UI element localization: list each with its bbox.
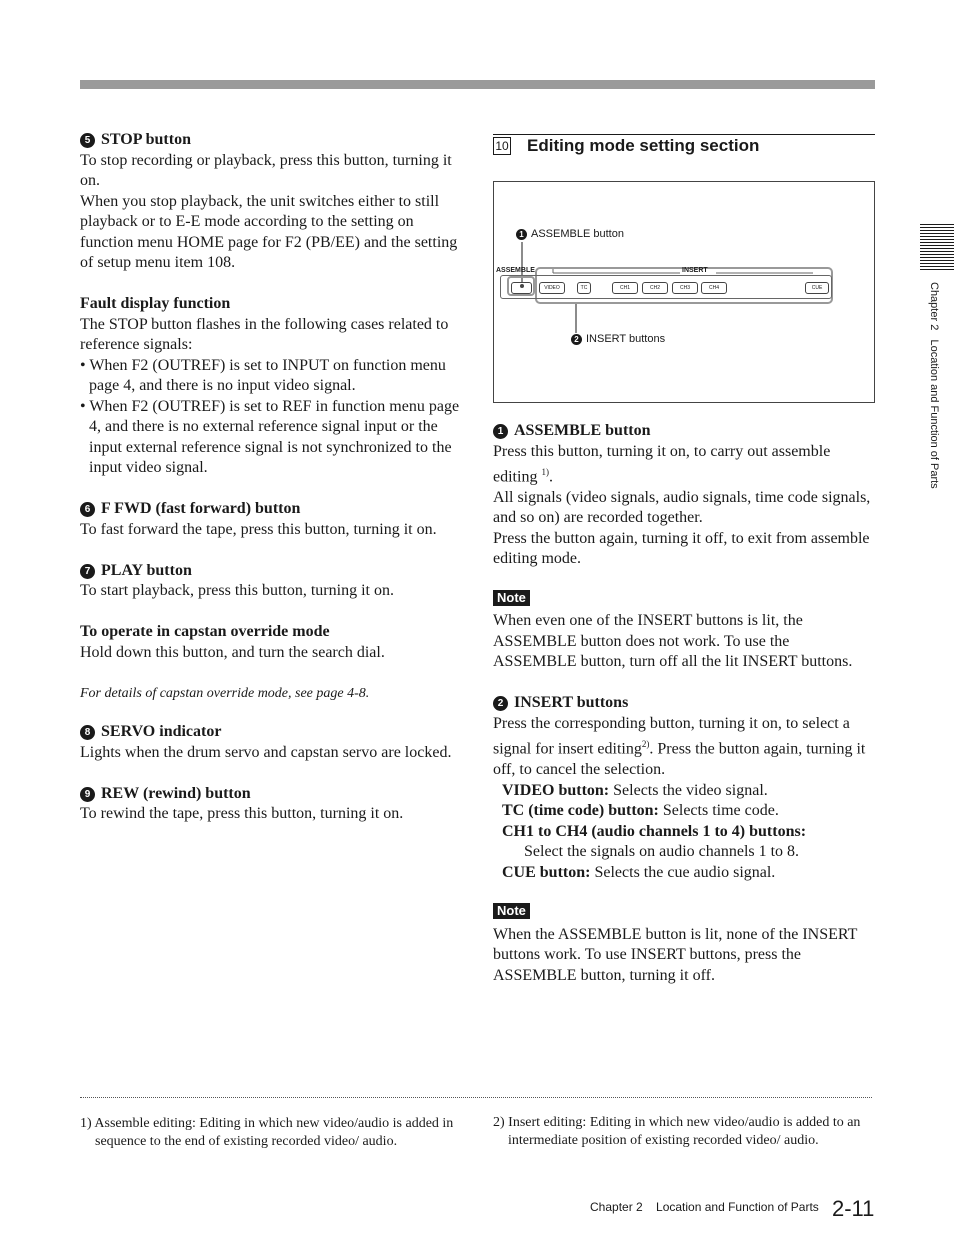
play-heading: 7 PLAY button xyxy=(80,561,465,582)
cue-item: CUE button: Selects the cue audio signal. xyxy=(502,863,776,881)
number-badge: 1 xyxy=(493,424,508,439)
fault-text: The STOP button flashes in the following cases related to reference signals: xyxy=(80,315,449,353)
ch2-button[interactable]: CH2 xyxy=(642,282,668,294)
assemble-callout: 1 ASSEMBLE button xyxy=(516,228,624,240)
assemble-button[interactable] xyxy=(511,282,532,294)
number-badge: 2 xyxy=(493,696,508,711)
rew-text: To rewind the tape, press this button, turning it on. xyxy=(80,805,404,822)
footnote-1: 1) Assemble editing: Editing in which new video/audio is added in sequence to the end of existing recorded video/ audio. xyxy=(80,1116,454,1149)
section-number: 10 xyxy=(493,137,511,155)
right-column xyxy=(493,421,873,986)
panel-assemble-label: ASSEMBLE xyxy=(496,267,535,274)
note-text-1: When even one of the INSERT buttons is lit, the ASSEMBLE button does not work. To use the ASSEMBLE button, turn off all the lit INSERT buttons. xyxy=(493,612,853,671)
fault-heading: Fault display function xyxy=(80,295,231,312)
number-badge: 7 xyxy=(80,564,95,579)
control-panel-figure xyxy=(493,181,875,403)
assemble-text-1: Press this button, turning it on, to carry out assemble editing $^{1)}$. xyxy=(493,442,831,486)
footnote-2: 2) Insert editing: Editing in which new video/audio is added to an intermediate position of existing recorded video/ audio. xyxy=(493,1115,861,1148)
capstan-reference: For details of capstan override mode, see page 4-8. xyxy=(80,685,370,701)
number-badge: 6 xyxy=(80,502,95,517)
fault-bullet-2: • When F2 (OUTREF) is set to REF in function menu page 4, and there is no external reference signal input or the input external reference signal is not synchronized to the input video signal. xyxy=(80,397,460,476)
assemble-text-3: Press the button again, turning it off, to exit from assemble editing mode. xyxy=(493,529,870,568)
servo-heading: 8 SERVO indicator xyxy=(80,722,465,743)
fault-bullet-1: • When F2 (OUTREF) is set to INPUT on function menu page 4, and there is no input video signal. xyxy=(80,356,446,394)
ch-item: CH1 to CH4 (audio channels 1 to 4) buttons: xyxy=(502,822,807,840)
note-text-2: When the ASSEMBLE button is lit, none of the INSERT buttons work. To use INSERT buttons, press the ASSEMBLE button, turning it off. xyxy=(493,925,858,984)
ch4-button[interactable]: CH4 xyxy=(701,282,727,294)
assemble-heading: 1 ASSEMBLE button xyxy=(493,421,873,442)
play-text: To start playback, press this button, turning it on. xyxy=(80,582,394,599)
stop-text-1: To stop recording or playback, press this button, turning it on. xyxy=(80,151,452,189)
number-badge: 9 xyxy=(80,787,95,802)
top-rule xyxy=(80,80,875,89)
number-badge: 5 xyxy=(80,133,95,148)
note-label: Note xyxy=(493,590,530,606)
ch1-button[interactable]: CH1 xyxy=(612,282,638,294)
section-title: Editing mode setting section xyxy=(527,136,760,155)
stop-heading: 5 STOP button xyxy=(80,130,465,151)
left-column xyxy=(80,130,465,825)
assemble-text-2: All signals (video signals, audio signals, time code signals, and so on) are recorded together. xyxy=(493,488,871,527)
note-label: Note xyxy=(493,903,530,919)
chapter-tab-marker xyxy=(920,224,954,270)
ch-item-desc: Select the signals on audio channels 1 to 8. xyxy=(524,843,800,861)
callout-number: 1 xyxy=(516,229,527,240)
ch3-button[interactable]: CH3 xyxy=(672,282,698,294)
callout-number: 2 xyxy=(571,334,582,345)
panel-insert-label: INSERT xyxy=(682,267,708,274)
footer-chapter: Chapter 2 Location and Function of Parts xyxy=(590,1200,819,1214)
video-button[interactable]: VIDEO xyxy=(539,282,565,294)
insert-heading: 2 INSERT buttons xyxy=(493,693,873,714)
tc-button[interactable]: TC xyxy=(577,282,591,294)
tc-item: TC (time code) button: Selects time code. xyxy=(502,802,779,820)
capstan-text: Hold down this button, and turn the search dial. xyxy=(80,643,385,661)
video-item: VIDEO button: Selects the video signal. xyxy=(502,781,768,799)
capstan-heading: To operate in capstan override mode xyxy=(80,623,330,640)
section-heading xyxy=(493,134,875,155)
insert-text: Press the corresponding button, turning it on, to select a signal for insert editing$^{2)}$. Press the button again, turning it off, to cancel the selection. xyxy=(493,714,866,779)
ffwd-text: To fast forward the tape, press this button, turning it on. xyxy=(80,520,437,538)
stop-text-2: When you stop playback, the unit switches either to still playback or to E-E mode according to the setting on function menu HOME page for F2 (PB/EE) and the setting of setup menu item 108. xyxy=(80,192,458,271)
ffwd-heading: 6 F FWD (fast forward) button xyxy=(80,499,465,520)
cue-button[interactable]: CUE xyxy=(805,282,829,294)
side-chapter-label: Chapter 2 Location and Function of Parts xyxy=(928,282,940,489)
footnote-divider xyxy=(80,1097,872,1098)
rew-heading: 9 REW (rewind) button xyxy=(80,784,465,805)
servo-text: Lights when the drum servo and capstan servo are locked. xyxy=(80,743,452,761)
insert-callout: 2 INSERT buttons xyxy=(571,333,665,345)
page-number: 2-11 xyxy=(832,1196,875,1221)
number-badge: 8 xyxy=(80,725,95,740)
